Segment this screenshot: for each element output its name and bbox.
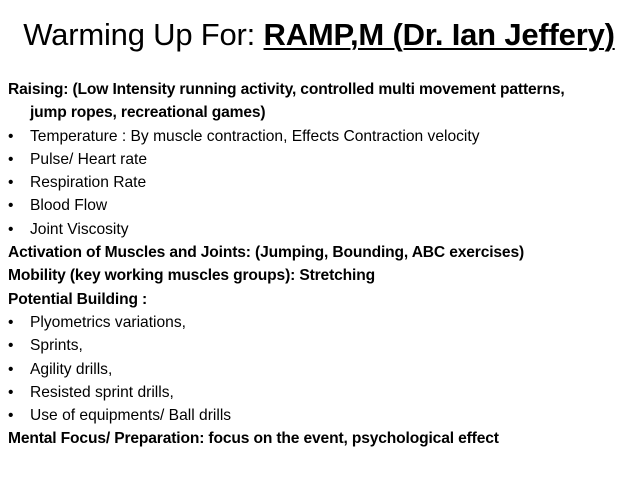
section-heading-mental-focus: Mental Focus/ Preparation: focus on the event, psychological effect [8,430,499,448]
bullet-icon: • [8,313,14,331]
list-item-text: Use of equipments/ Ball drills [30,407,232,425]
section-heading-raising-line2: jump ropes, recreational games) [30,104,266,122]
list-item-text: Resisted sprint drills, [30,383,174,401]
bullet-icon: • [8,174,14,192]
list-item-text: Sprints, [30,337,83,355]
list-item-text: Pulse/ Heart rate [30,150,148,168]
bullet-icon: • [8,360,14,378]
bullet-icon: • [8,383,14,401]
list-item [8,334,634,357]
list-item [8,358,634,381]
bullet-icon: • [8,337,14,355]
section-heading-raising [8,78,634,125]
list-item [8,194,634,217]
list-item [8,311,634,334]
title-prefix: Warming Up For: [23,17,264,52]
slide-title [0,15,638,55]
bullet-icon: • [8,127,14,145]
list-item-text: Temperature : By muscle contraction, Effects Contraction velocity [30,127,480,145]
list-item [8,218,634,241]
list-item-text: Respiration Rate [30,174,147,192]
list-item [8,148,634,171]
bullet-icon: • [8,220,14,238]
list-item [8,125,634,148]
bullet-icon: • [8,150,14,168]
list-item-text: Joint Viscosity [30,220,129,238]
list-item-text: Blood Flow [30,197,108,215]
slide-body [8,78,634,451]
section-heading-activation: Activation of Muscles and Joints: (Jumping, Bounding, ABC exercises) [8,244,525,262]
bullet-icon: • [8,407,14,425]
section-heading-mobility: Mobility (key working muscles groups): Stretching [8,267,375,285]
bullet-icon: • [8,197,14,215]
list-item [8,171,634,194]
list-item-text: Agility drills, [30,360,113,378]
list-item-text: Plyometrics variations, [30,313,186,331]
list-item [8,381,634,404]
title-emphasis: RAMP,M (Dr. Ian Jeffery) [263,17,615,52]
section-heading-raising-line1: Raising: (Low Intensity running activity, controlled multi movement patterns, [8,81,565,98]
list-item [8,404,634,427]
section-heading-potential-building: Potential Building : [8,290,148,308]
